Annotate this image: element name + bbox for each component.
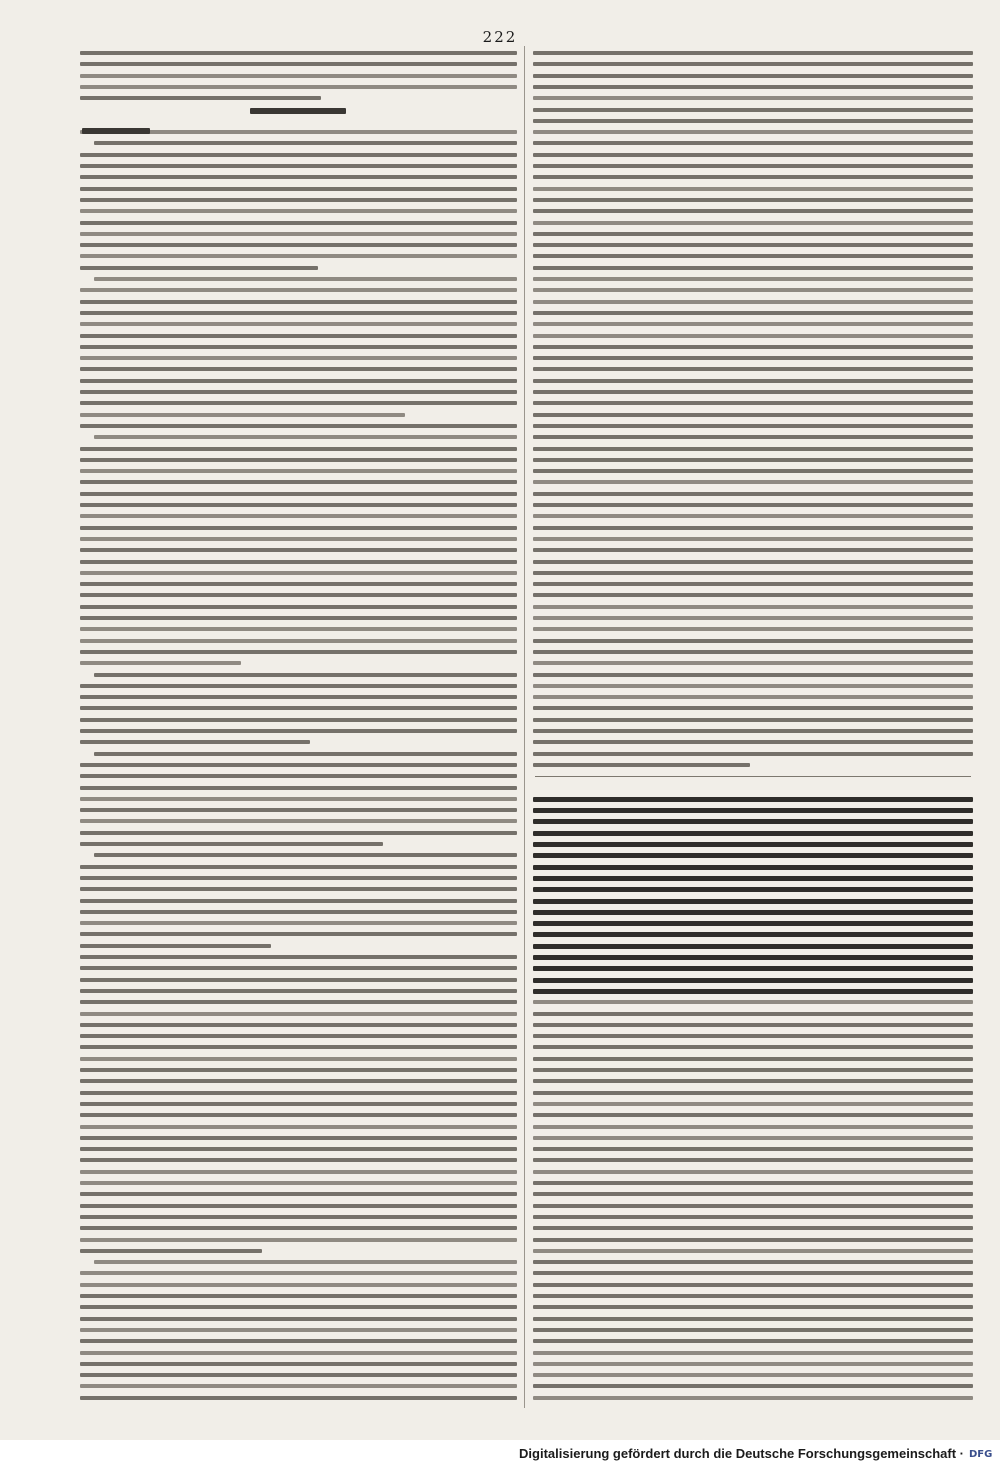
text-line xyxy=(80,288,517,292)
text-line xyxy=(80,1000,517,1004)
text-line xyxy=(80,1373,517,1377)
text-line xyxy=(80,492,517,496)
text-line xyxy=(80,401,517,405)
text-line xyxy=(80,1238,517,1242)
text-line xyxy=(80,582,517,586)
text-line xyxy=(80,1204,517,1208)
text-line xyxy=(533,322,973,326)
text-line xyxy=(533,469,973,473)
text-line xyxy=(533,1012,973,1016)
text-line xyxy=(80,571,517,575)
text-line xyxy=(533,887,973,892)
page-number: 222 xyxy=(482,28,518,46)
text-line xyxy=(94,435,517,439)
text-line xyxy=(533,673,973,677)
text-line xyxy=(533,1373,973,1377)
text-line xyxy=(80,819,517,823)
text-line xyxy=(80,593,517,597)
text-line xyxy=(80,458,517,462)
text-line xyxy=(80,966,517,970)
text-line xyxy=(80,718,517,722)
text-line xyxy=(80,548,517,552)
text-line xyxy=(533,96,973,100)
text-line xyxy=(533,1226,973,1230)
text-line xyxy=(533,130,973,134)
text-line xyxy=(533,978,973,983)
text-line xyxy=(80,85,517,89)
text-line xyxy=(533,593,973,597)
text-line xyxy=(533,311,973,315)
text-line xyxy=(533,537,973,541)
text-line xyxy=(80,1012,517,1016)
text-line xyxy=(533,514,973,518)
text-line xyxy=(533,266,973,270)
text-line xyxy=(533,300,973,304)
text-line xyxy=(533,526,973,530)
text-line xyxy=(80,1113,517,1117)
text-line xyxy=(533,1396,973,1400)
text-line xyxy=(533,729,973,733)
text-line xyxy=(80,1271,517,1275)
text-line xyxy=(94,277,517,281)
text-line xyxy=(80,1091,517,1095)
text-line xyxy=(533,480,973,484)
section-heading-line xyxy=(82,128,150,134)
text-line xyxy=(80,1192,517,1196)
text-line xyxy=(533,548,973,552)
text-line xyxy=(80,842,383,846)
text-line xyxy=(80,232,517,236)
text-line xyxy=(80,1170,517,1174)
text-line xyxy=(80,740,310,744)
text-line xyxy=(533,367,973,371)
text-line xyxy=(533,334,973,338)
text-line xyxy=(94,141,517,145)
text-line xyxy=(80,187,517,191)
text-line xyxy=(80,560,517,564)
text-line xyxy=(80,1328,517,1332)
text-line xyxy=(533,435,973,439)
text-line xyxy=(533,288,973,292)
text-column-left xyxy=(80,48,517,1405)
text-line xyxy=(533,763,750,767)
text-line xyxy=(533,718,973,722)
text-line xyxy=(533,1260,973,1264)
text-line xyxy=(533,424,973,428)
text-line xyxy=(533,1249,973,1253)
text-line xyxy=(533,356,973,360)
text-line xyxy=(533,503,973,507)
text-line xyxy=(80,695,517,699)
text-line xyxy=(533,1091,973,1095)
text-line xyxy=(533,955,973,960)
text-line xyxy=(80,729,517,733)
text-line xyxy=(80,322,517,326)
text-line xyxy=(533,560,973,564)
text-line xyxy=(80,367,517,371)
text-line xyxy=(533,1384,973,1388)
text-line xyxy=(533,413,973,417)
text-line xyxy=(533,254,973,258)
text-line xyxy=(80,311,517,315)
text-line xyxy=(80,1226,517,1230)
text-line xyxy=(533,571,973,575)
text-line xyxy=(533,1271,973,1275)
text-line xyxy=(533,1079,973,1083)
text-line xyxy=(80,1136,517,1140)
text-line xyxy=(80,413,405,417)
text-line xyxy=(533,1023,973,1027)
text-line xyxy=(533,164,973,168)
text-line xyxy=(533,1305,973,1309)
digitization-footer xyxy=(0,1440,1000,1468)
text-line xyxy=(80,899,517,903)
text-line xyxy=(80,1351,517,1355)
text-line xyxy=(533,740,973,744)
text-line xyxy=(533,1192,973,1196)
text-line xyxy=(80,944,271,948)
text-line xyxy=(533,153,973,157)
text-line xyxy=(533,966,973,971)
text-line xyxy=(533,921,973,926)
text-line xyxy=(80,153,517,157)
text-line xyxy=(533,1034,973,1038)
text-line xyxy=(80,96,321,100)
text-line xyxy=(533,1283,973,1287)
text-line xyxy=(80,514,517,518)
text-line xyxy=(533,1147,973,1151)
text-line xyxy=(80,51,517,55)
text-line xyxy=(80,932,517,936)
text-line xyxy=(80,209,517,213)
text-line xyxy=(533,1339,973,1343)
text-line xyxy=(533,706,973,710)
text-line xyxy=(533,243,973,247)
text-line xyxy=(80,526,517,530)
text-line xyxy=(533,401,973,405)
text-line xyxy=(533,209,973,213)
text-line xyxy=(80,1305,517,1309)
text-line xyxy=(533,876,973,881)
text-line xyxy=(80,1317,517,1321)
text-line xyxy=(533,74,973,78)
text-line xyxy=(80,1249,262,1253)
text-line xyxy=(80,1034,517,1038)
text-line xyxy=(533,944,973,949)
text-line xyxy=(80,164,517,168)
text-line xyxy=(80,447,517,451)
column-divider xyxy=(524,46,525,1408)
text-line xyxy=(80,300,517,304)
text-line xyxy=(533,1294,973,1298)
text-line xyxy=(533,1102,973,1106)
text-line xyxy=(80,1384,517,1388)
text-line xyxy=(80,639,517,643)
text-line xyxy=(533,492,973,496)
article-separator xyxy=(535,776,971,777)
text-line xyxy=(80,356,517,360)
dfg-logo-icon xyxy=(968,1445,994,1461)
text-line xyxy=(533,1113,973,1117)
text-line xyxy=(80,786,517,790)
text-line xyxy=(533,695,973,699)
text-line xyxy=(94,853,517,857)
text-line xyxy=(80,1362,517,1366)
text-line xyxy=(80,1147,517,1151)
text-line xyxy=(80,1057,517,1061)
text-line xyxy=(533,175,973,179)
text-line xyxy=(533,605,973,609)
text-line xyxy=(80,605,517,609)
text-line xyxy=(533,661,973,665)
text-line xyxy=(533,51,973,55)
text-line xyxy=(80,627,517,631)
text-line xyxy=(533,819,973,824)
text-line xyxy=(80,390,517,394)
footer-credit: Digitalisierung gefördert durch die Deutsche Forschungsgemeinschaft · xyxy=(519,1446,964,1461)
text-line xyxy=(533,582,973,586)
text-line xyxy=(80,503,517,507)
text-line xyxy=(94,673,517,677)
text-line xyxy=(533,1045,973,1049)
text-line xyxy=(533,1158,973,1162)
text-line xyxy=(80,1102,517,1106)
text-line xyxy=(80,763,517,767)
text-line xyxy=(80,887,517,891)
text-line xyxy=(533,616,973,620)
text-line xyxy=(80,831,517,835)
text-line xyxy=(80,1396,517,1400)
text-line xyxy=(533,1328,973,1332)
text-line xyxy=(80,221,517,225)
text-line xyxy=(533,141,973,145)
text-line xyxy=(533,932,973,937)
text-line xyxy=(80,1023,517,1027)
text-line xyxy=(80,955,517,959)
text-line xyxy=(533,1170,973,1174)
text-line xyxy=(533,842,973,847)
text-line xyxy=(80,706,517,710)
text-line xyxy=(80,684,517,688)
text-line xyxy=(80,616,517,620)
text-line xyxy=(533,390,973,394)
text-line xyxy=(80,1158,517,1162)
text-line xyxy=(80,334,517,338)
text-line xyxy=(80,1339,517,1343)
text-line xyxy=(533,1351,973,1355)
text-line xyxy=(533,853,973,858)
text-line xyxy=(533,752,973,756)
text-line xyxy=(533,1215,973,1219)
text-line xyxy=(533,684,973,688)
text-line xyxy=(80,989,517,993)
text-line xyxy=(80,1215,517,1219)
text-line xyxy=(533,1000,973,1004)
text-line xyxy=(533,62,973,66)
section-heading-line xyxy=(250,108,346,114)
text-line xyxy=(533,119,973,123)
text-line xyxy=(533,447,973,451)
text-line xyxy=(80,424,517,428)
text-line xyxy=(533,1125,973,1129)
text-line xyxy=(533,379,973,383)
text-line xyxy=(533,345,973,349)
text-line xyxy=(533,989,973,994)
text-line xyxy=(533,1204,973,1208)
text-line xyxy=(80,774,517,778)
text-line xyxy=(533,1238,973,1242)
text-line xyxy=(80,243,517,247)
text-line xyxy=(533,797,973,802)
text-line xyxy=(80,650,517,654)
text-line xyxy=(80,876,517,880)
text-line xyxy=(533,1136,973,1140)
text-line xyxy=(533,1057,973,1061)
text-line xyxy=(533,187,973,191)
text-line xyxy=(80,1068,517,1072)
text-line xyxy=(533,1181,973,1185)
text-line xyxy=(533,221,973,225)
text-line xyxy=(80,480,517,484)
text-line xyxy=(80,978,517,982)
text-line xyxy=(533,831,973,836)
text-line xyxy=(80,1294,517,1298)
text-line xyxy=(80,661,241,665)
text-line xyxy=(533,1068,973,1072)
text-line xyxy=(533,865,973,870)
text-line xyxy=(80,1079,517,1083)
text-line xyxy=(533,910,973,915)
text-column-right xyxy=(533,48,973,1405)
text-line xyxy=(80,175,517,179)
text-line xyxy=(533,639,973,643)
text-line xyxy=(80,1125,517,1129)
text-line xyxy=(80,1181,517,1185)
text-line xyxy=(80,74,517,78)
text-line xyxy=(80,198,517,202)
text-line xyxy=(80,1045,517,1049)
text-line xyxy=(80,865,517,869)
text-line xyxy=(94,1260,517,1264)
text-line xyxy=(80,62,517,66)
text-line xyxy=(94,752,517,756)
text-line xyxy=(533,232,973,236)
text-line xyxy=(533,808,973,813)
text-line xyxy=(533,85,973,89)
text-line xyxy=(533,627,973,631)
text-line xyxy=(80,345,517,349)
text-line xyxy=(533,899,973,904)
text-line xyxy=(533,650,973,654)
text-line xyxy=(533,458,973,462)
text-line xyxy=(80,469,517,473)
text-line xyxy=(533,1362,973,1366)
svg-text:DFG: DFG xyxy=(969,1449,993,1460)
text-line xyxy=(80,797,517,801)
text-line xyxy=(80,1283,517,1287)
text-line xyxy=(80,910,517,914)
text-line xyxy=(533,1317,973,1321)
text-line xyxy=(533,108,973,112)
text-line xyxy=(80,379,517,383)
text-line xyxy=(80,808,517,812)
text-line xyxy=(80,537,517,541)
text-line xyxy=(533,198,973,202)
text-line xyxy=(533,277,973,281)
text-line xyxy=(80,266,318,270)
text-line xyxy=(80,921,517,925)
text-line xyxy=(80,254,517,258)
